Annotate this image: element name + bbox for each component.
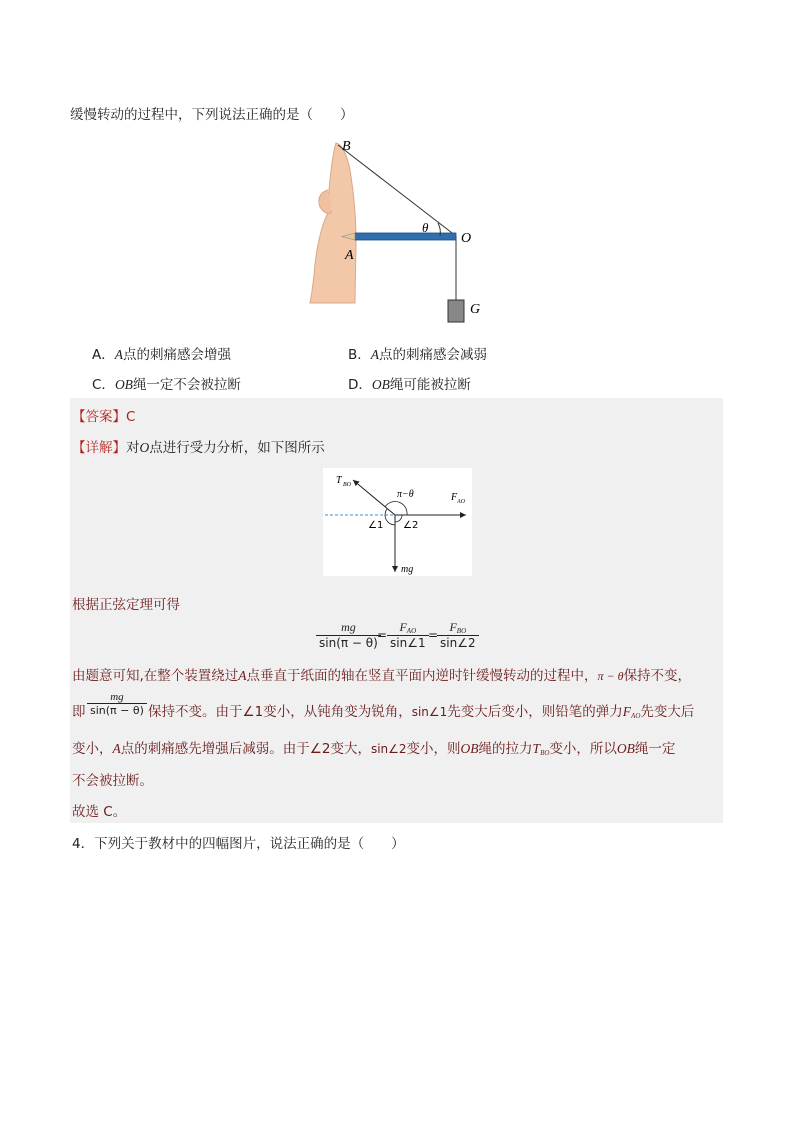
label-angle1: ∠1 [368, 520, 384, 531]
label-o: O [461, 231, 472, 246]
arc-angle2 [395, 515, 402, 522]
hand-illustration [310, 143, 356, 303]
option-d-text: 绳可能被拉断 [389, 377, 471, 393]
label-t-main: T [336, 475, 342, 486]
eq-sin-pi-theta: sin(π − θ) [316, 635, 381, 650]
option-c[interactable] [92, 373, 241, 393]
arrow-t-bo [353, 480, 395, 515]
option-b[interactable] [348, 343, 487, 363]
answer-line [72, 405, 135, 425]
label-b: B [342, 139, 351, 154]
law-line: 根据正弦定理可得 [72, 597, 180, 613]
option-c-var: OB [114, 377, 133, 392]
option-b-var: A [370, 347, 380, 362]
explanation-line-2b: 保持不变。由于∠1变小，从钝角变为锐角，sin∠1先变大后变小，则铅笔的弹力$F_{AO}$先变大后 [148, 704, 695, 720]
arc-pi-theta [385, 501, 407, 515]
answer-value: C [126, 409, 136, 425]
weight-block [448, 300, 464, 322]
physics-figure [300, 135, 500, 330]
label-f-main: F [451, 492, 458, 503]
option-c-letter: C． [92, 377, 115, 393]
eq-frac-1 [316, 620, 381, 650]
answer-tag: 【答案】 [72, 409, 126, 425]
conclusion-line: 故选 C。 [72, 804, 127, 820]
eq-sin1: sin∠1 [387, 635, 429, 650]
question-stem: 缓慢转动的过程中，下列说法正确的是（ ） [70, 107, 354, 123]
eq-mg: mg [341, 620, 356, 634]
option-a-var: A [114, 347, 123, 362]
eq-equals-2: = [428, 628, 439, 642]
option-b-letter: B． [348, 347, 371, 363]
eq-f-bo: $F_{BO}$ [449, 620, 467, 635]
label-angle2: ∠2 [403, 520, 419, 531]
explanation-frac: $\frac{mg}{\sin(\pi - \theta)}$ [87, 691, 147, 717]
pencil [355, 233, 456, 240]
detail-intro-a: 对 [126, 440, 140, 456]
explanation-line-4: 不会被拉断。 [72, 773, 153, 789]
force-diagram [323, 468, 472, 576]
detail-intro-b: 点进行受力分析，如下图所示 [149, 440, 325, 456]
option-d-letter: D． [348, 377, 372, 393]
option-c-text: 绳一定不会被拉断 [132, 377, 241, 393]
eq-f-ao: $F_{AO}$ [399, 620, 417, 635]
eq-frac-3 [437, 620, 479, 650]
detail-tag: 【详解】 [72, 440, 126, 456]
label-g: G [470, 302, 481, 317]
explanation-line-2: 即 [72, 704, 86, 720]
label-f-sub: AO [457, 499, 465, 505]
label-theta: θ [422, 220, 429, 235]
label-mg: mg [401, 564, 414, 575]
detail-intro-var: O [139, 440, 150, 455]
eq-sin2: sin∠2 [437, 635, 479, 650]
option-a-letter: A． [92, 347, 115, 363]
explanation-line-3: 变小，A点的刺痛感先增强后减弱。由于∠2变大，sin∠2变小，则OB绳的拉力$T_{BO}$变小，所以OB绳一定 [72, 741, 676, 757]
label-t-sub: BO [343, 482, 351, 488]
label-pi-theta: π−θ [397, 489, 414, 500]
option-a-text: 点的刺痛感会增强 [123, 347, 231, 363]
option-b-text: 点的刺痛感会减弱 [379, 347, 488, 363]
option-a[interactable] [92, 343, 231, 363]
eq-equals-1: = [377, 628, 388, 642]
question-4-stem: 4．下列关于教材中的四幅图片，说法正确的是（ ） [72, 836, 405, 852]
detail-intro [72, 436, 325, 456]
option-d-var: OB [371, 377, 390, 392]
option-d[interactable] [348, 373, 471, 393]
label-a: A [345, 248, 354, 263]
eq-frac-2 [387, 620, 429, 650]
explanation-line-1: 由题意可知,在整个装置绕过A点垂直于纸面的轴在竖直平面内逆时针缓慢转动的过程中，π − θ保持不变， [72, 668, 692, 684]
